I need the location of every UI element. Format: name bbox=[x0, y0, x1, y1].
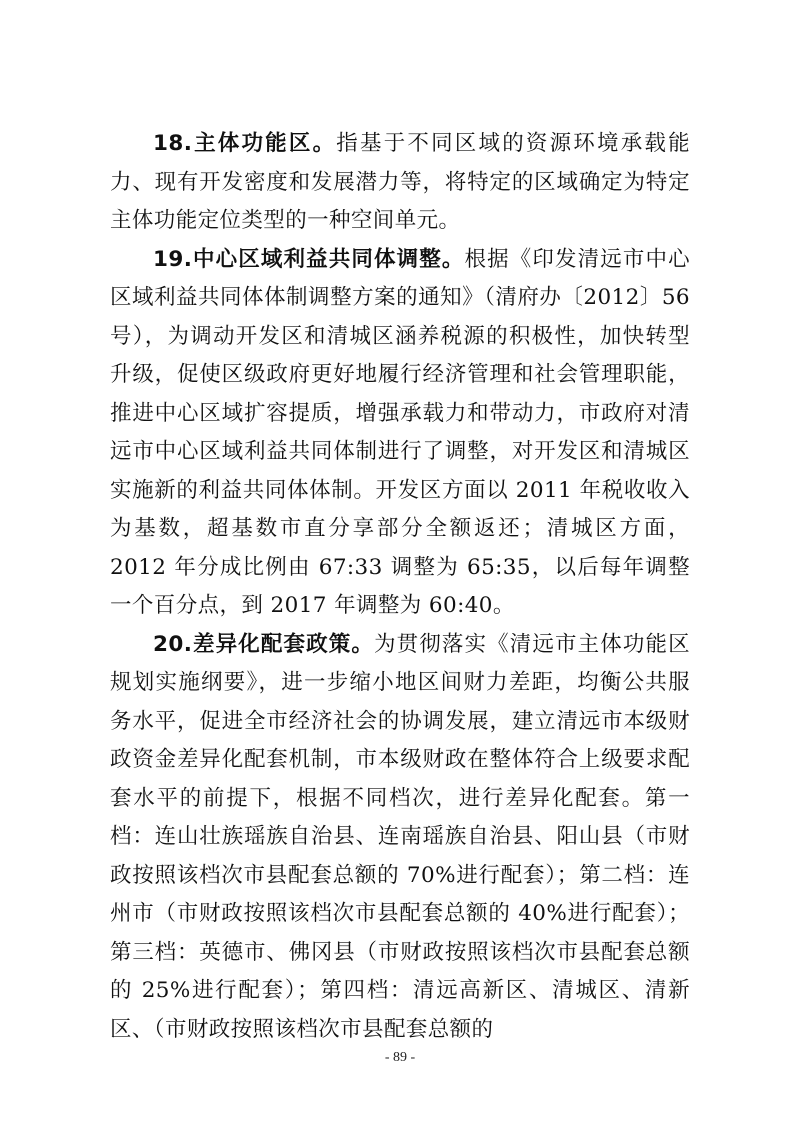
paragraph-text: 指基于不同区域的资源环境承载能力、现有开发密度和发展潜力等，将特定的区域确定为特定主体功能定位类型的一种空间单元。 bbox=[110, 131, 690, 233]
paragraph-text: 为贯彻落实《清远市主体功能区规划实施纲要》，进一步缩小地区间财力差距，均衡公共服务水平，促进全市经济社会的协调发展，建立清远市本级财政资金差异化配套机制，市本级财政在整体符合上级要求配套水平的前提下，根据不同档次，进行差异化配套。第一档：连山壮族瑶族自治县、连南瑶族自治县、阳山县（市财政按照该档次市县配套总额的 70%进行配套）；第二档：连州市（市财政按照该档次市县配套总额的 40%进行配套）；第三档：英德市、佛冈县（市财政按照该档次市县配套总额的 25%进行配套）；第四档：清远高新区、清城区、清新区、（市财政按照该档次市县配套总额的 bbox=[110, 631, 690, 1042]
term-heading: 19.中心区域利益共同体调整。 bbox=[153, 246, 465, 272]
paragraph-text: 根据《印发清远市中心区域利益共同体体制调整方案的通知》（清府办〔2012〕56号），为调动开发区和清城区涵养税源的积极性，加快转型升级，促使区级政府更好地履行经济管理和社会管理职能，推进中心区域扩容提质，增强承载力和带动力，市政府对清远市中心区域利益共同体制进行了调整，对开发区和清城区实施新的利益共同体体制。开发区方面以 2011 年税收收入为基数，超基数市直分享部分全额返还；清城区方面，2012 年分成比例由 67:33 调整为 65:35，以后每年调整一个百分点，到 2017 年调整为 60:40。 bbox=[110, 246, 690, 618]
page-number: - 89 - bbox=[384, 1050, 416, 1065]
term-heading: 18.主体功能区。 bbox=[153, 131, 337, 156]
paragraph-18 bbox=[110, 125, 690, 241]
paragraph-19 bbox=[110, 241, 690, 626]
term-heading: 20.差异化配套政策。 bbox=[153, 631, 374, 657]
body-text bbox=[110, 125, 690, 1049]
paragraph-20 bbox=[110, 626, 690, 1050]
